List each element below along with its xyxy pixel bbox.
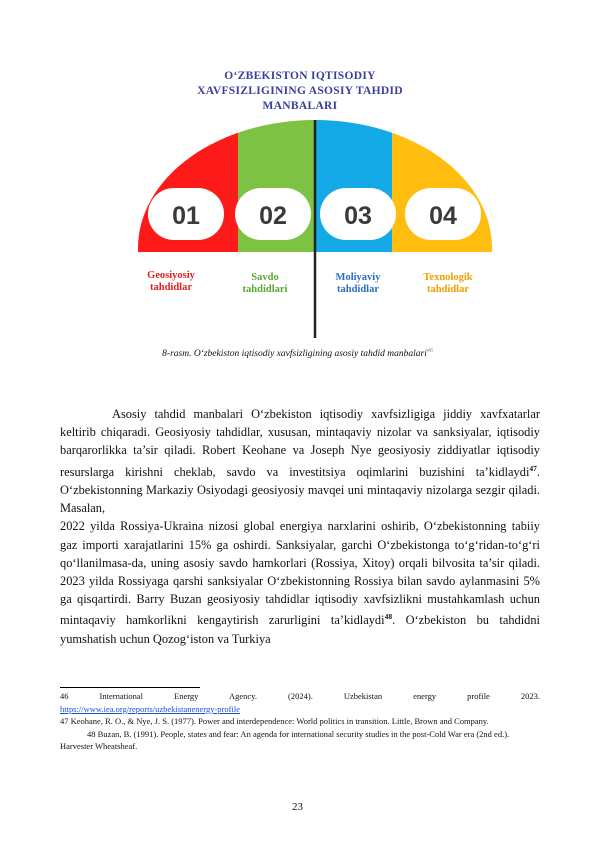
footnote-ref-48[interactable]: 48 [384, 612, 393, 622]
category-label-texnologik [403, 272, 493, 296]
svg-text:02: 02 [259, 202, 287, 230]
category-label-line: Savdo [251, 272, 279, 283]
number-badge-04 [405, 188, 481, 240]
category-label-line: tahdidlar [336, 284, 379, 295]
page-number: 23 [292, 801, 303, 813]
category-label-line: Moliyaviy [335, 272, 381, 283]
footnote-ref-47[interactable]: 47 [529, 463, 537, 473]
category-label-line: tahdidlar [426, 284, 469, 295]
paragraph-text: 2022 yilda Rossiya-Ukraina nizosi global energiya narxlarini oshirib, O‘zbekistonning tabiiy gaz importi xarajatlarini 15% ga oshirdi. Sanksiyalar, garchi O‘zbekistonga to‘g‘ridan-to‘g‘ri qo‘llanilmasa-da, uning asosiy savdo hamkorlari (Rossiya, Xitoy) orqali bilvosita ta’sir qiladi. 2023 yilda Rossiyaga qarshi sanksiyalar O‘zbekistonning Rossiya bilan savdo aylanmasini 5% ga qisqartirdi. Barry Buzan geosiyosiy tahdidlar iqtisodiy xavfsizlikni mustahkamlash uchun mintaqaviy hamkorlikni kengaytirish zarurligini ta’kidlaydi [60, 519, 540, 628]
number-badge-03 [320, 188, 396, 240]
footnote-48: 48 Buzan, B. (1991). People, states and fear: An agenda for international security studies in the post-Cold War era (2nd ed.). Harvester Wheatsheaf. [60, 728, 510, 751]
threat-sources-figure [0, 0, 595, 345]
paragraph-text: Asosiy tahdid manbalari O‘zbekiston iqtisodiy xavfsizligiga jiddiy xavfxatarlar keltirib chiqaradi. Geosiyosiy tahdidlar, xususan, mintaqaviy nizolar va sanksiyalar, iqtisodiy barqarorlikka ta’sir qiladi. Robert Keohane va Joseph Nye geosiyosiy ziddiyatlar iqtisodiy resurslarga kirishni cheklab, savdo va investitsiya oqimlarini buzishini ta’kidlaydi [60, 407, 540, 479]
category-label-geosiyosiy [126, 270, 216, 294]
footnote-ref-46[interactable]: 46 [426, 348, 433, 354]
category-label-savdo [220, 272, 310, 296]
figure-title-line-1: O‘ZBEKISTON IQTISODIY [224, 70, 376, 82]
footnote-46-link-line [60, 703, 540, 716]
paragraph-text: . O‘zbekistonning Markaziy Osiyodagi geosiyosiy mavqei uni mintaqaviy nizolarga sezgir qiladi. Masalan, [60, 464, 540, 516]
paragraph-1 [60, 405, 540, 517]
footnote-46-link[interactable]: https://www.iea.org/reports/uzbekistanenergy-profile [60, 703, 240, 714]
figure-caption [0, 348, 595, 359]
category-label-line: tahdidlari [242, 284, 288, 295]
category-label-line: tahdidlar [149, 282, 192, 293]
paragraph-2 [60, 517, 540, 648]
footnote-46: 46 International Energy Agency. (2024). Uzbekistan energy profile 2023. [60, 691, 540, 701]
paragraph-text: . O‘zbekiston bu tahdidni yumshatish uchun Qozog‘iston va Turkiya [60, 613, 540, 646]
svg-text:04: 04 [429, 202, 457, 230]
category-label-line: Texnologik [423, 272, 473, 283]
footnote-47: 47 Keohane, R. O., & Nye, J. S. (1977). Power and interdependence: World politics in transition. Little, Brown and Company. [60, 716, 489, 726]
footnote-separator [60, 687, 200, 688]
number-badge-02 [235, 188, 311, 240]
figure-title-line-2: XAVFSIZLIGINING ASOSIY TAHDID [197, 85, 403, 97]
figure-caption-text: 8-rasm. O‘zbekiston iqtisodiy xavfsizligining asosiy tahdid manbalari [162, 349, 427, 360]
category-label-line: Geosiyosiy [147, 270, 195, 281]
svg-text:03: 03 [344, 202, 372, 230]
category-label-moliyaviy [313, 272, 403, 296]
number-badge-01 [148, 188, 224, 240]
svg-text:01: 01 [172, 202, 200, 230]
body-text [60, 405, 540, 648]
footnotes [60, 690, 540, 753]
figure-title-line-3: MANBALARI [262, 100, 338, 112]
